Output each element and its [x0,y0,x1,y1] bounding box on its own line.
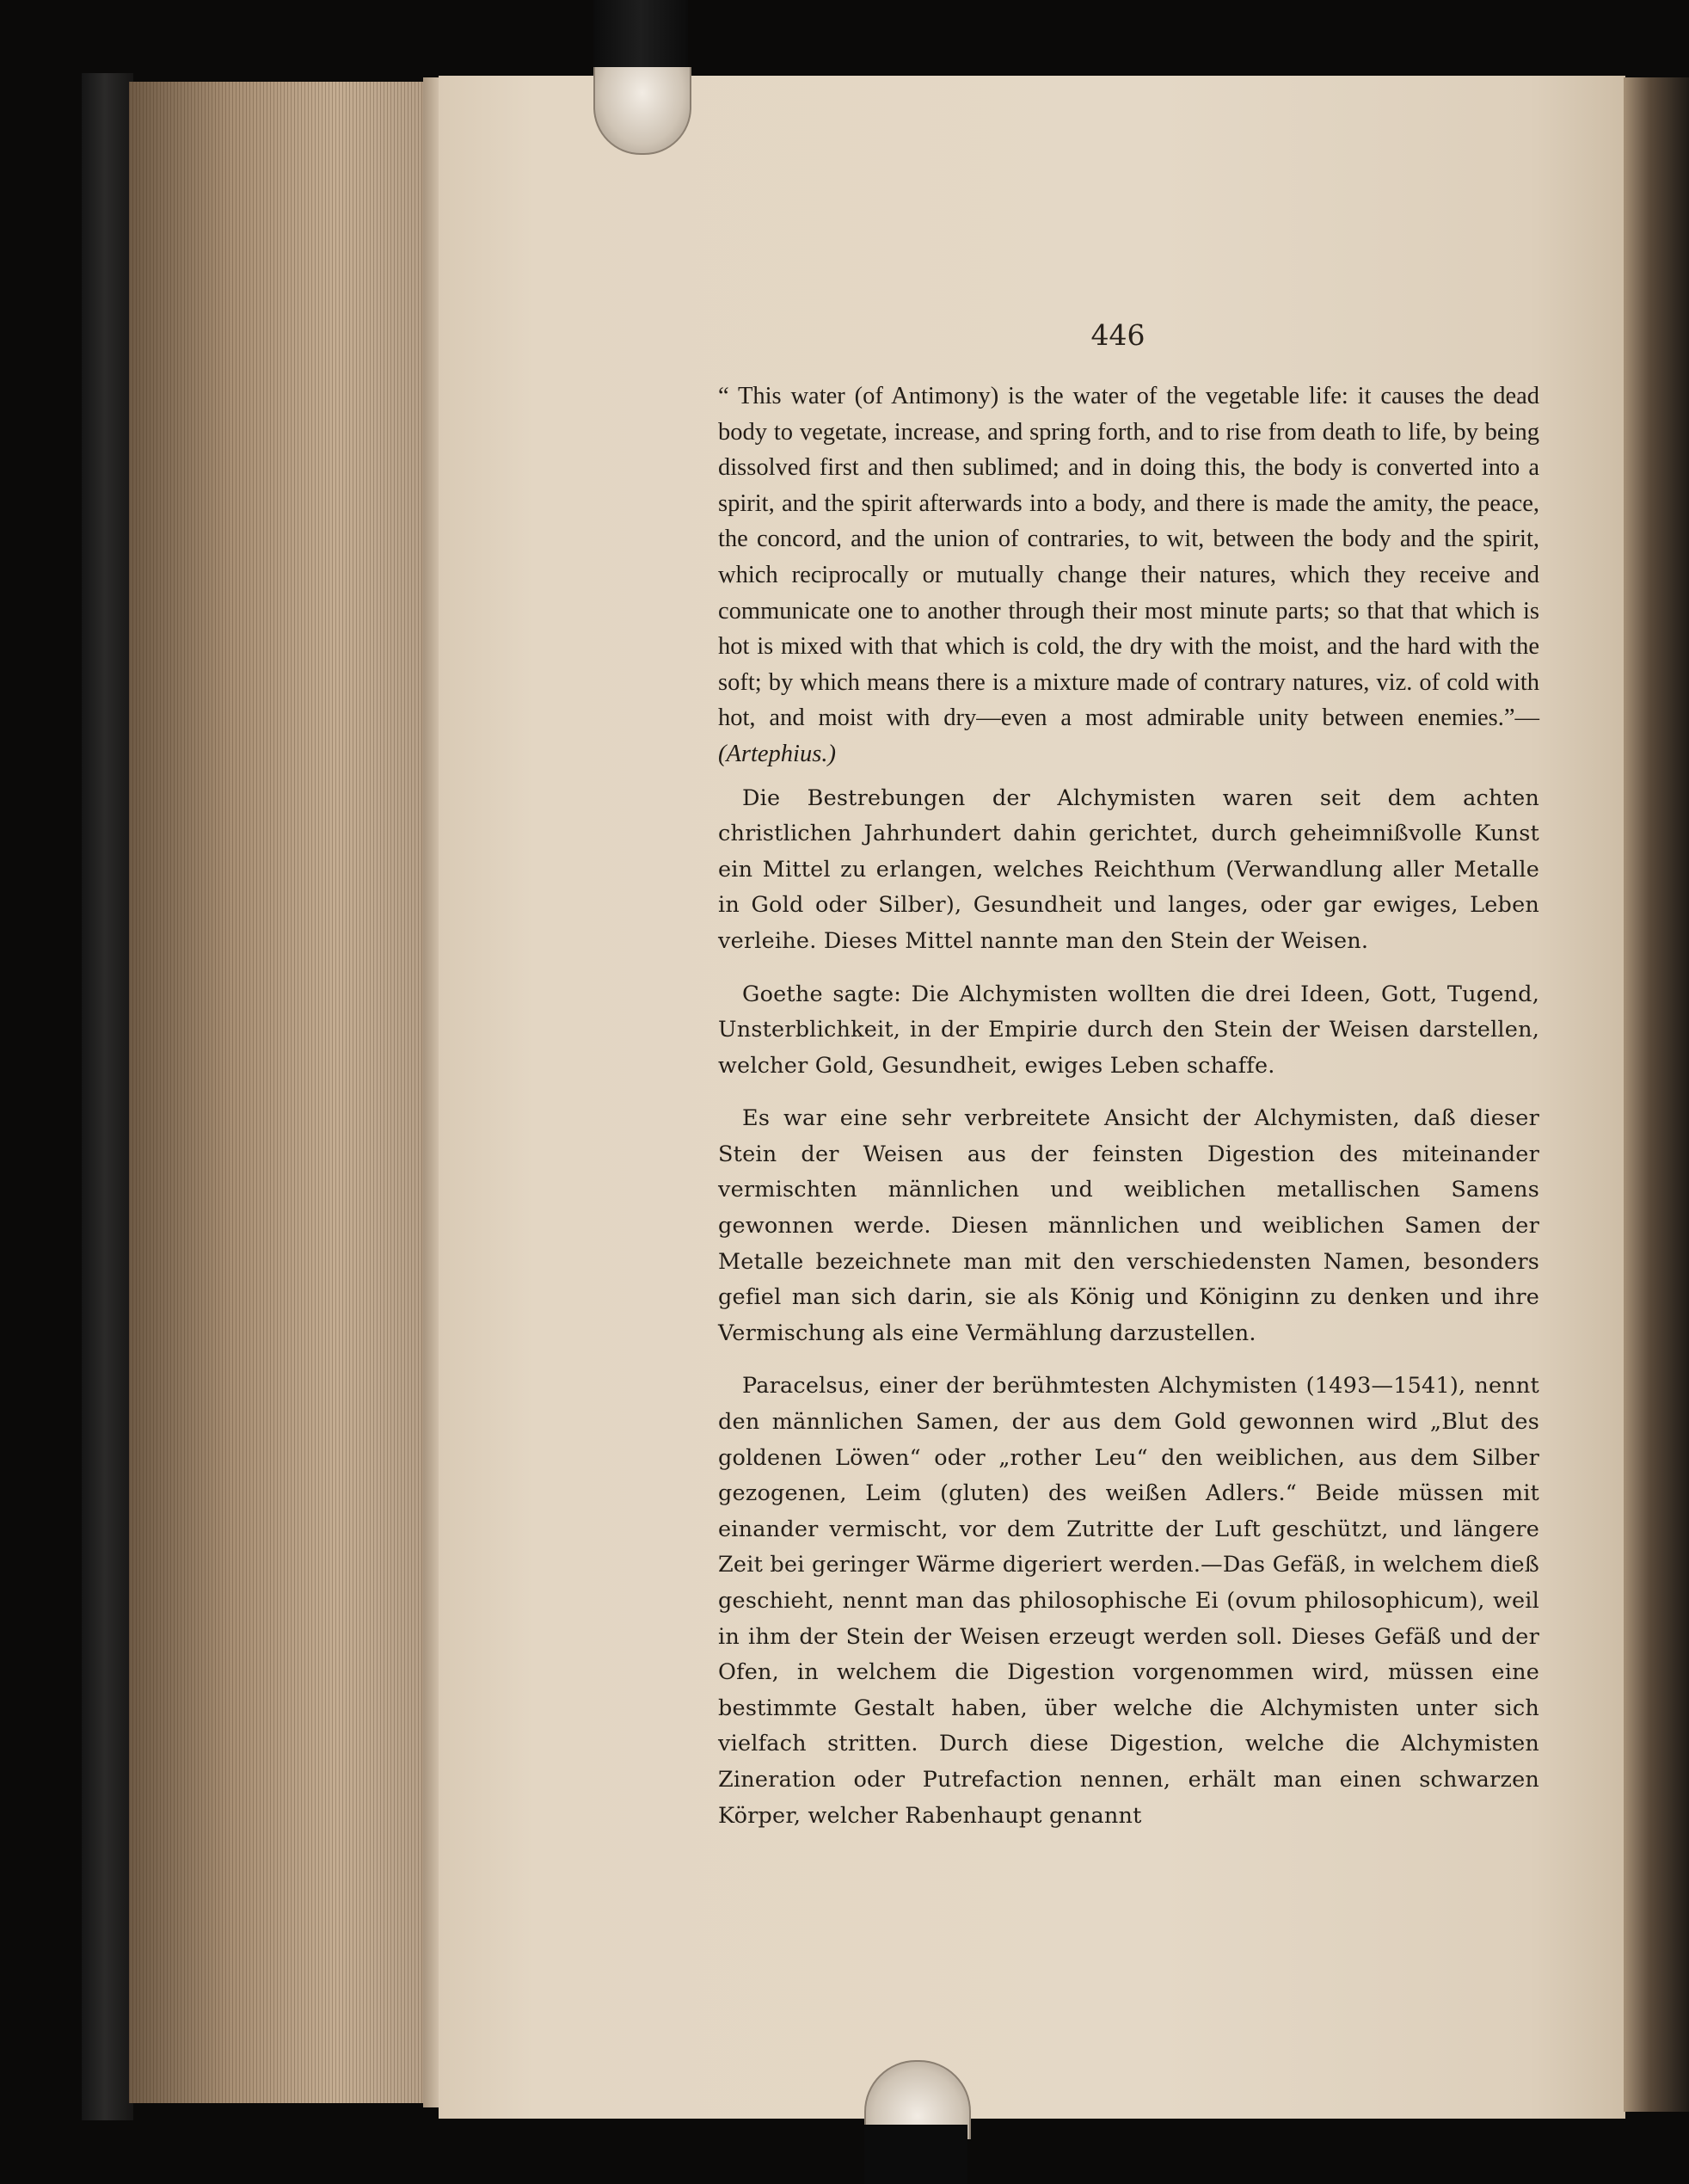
paragraph-2 [718,977,1539,1085]
holder-bar-top [593,0,688,77]
page-stack-edges [129,82,427,2103]
paragraph-1 [718,781,1539,960]
english-quote [718,378,1539,772]
holder-bar-bottom [864,2125,967,2184]
paragraph-4-text: Paracelsus, einer der berühmtesten Alchymisten (1493—1541), nennt den männlichen Samen, der aus dem Gold gewonnen wird „Blut des goldenen Löwen“ oder „rother Leu“ den weiblichen, aus dem Silber gezogenen, Leim (gluten) des weißen Adlers.“ Beide müssen mit einander vermischt, vor dem Zutritte der Luft geschützt, und längere Zeit bei geringer Wärme digeriert werden.—Das Gefäß, in welchem dieß geschieht, nennt man das philosophische Ei (ovum philosophicum), weil in ihm der Stein der Weisen erzeugt werden soll. Dieses Gefäß und der Ofen, in welchem die Digestion vorgenommen wird, müssen eine bestimmte Gestalt haben, über welche die Alchymisten unter sich vielfach stritten. Durch diese Digestion, welche die Alchymisten Zineration oder Putrefaction nennen, erhält man einen schwarzen Körper, welcher Rabenhaupt genannt [718,1373,1539,1829]
paragraph-2-text: Goethe sagte: Die Alchymisten wollten die drei Ideen, Gott, Tugend, Unsterblichkeit, in der Empirie durch den Stein der Weisen darstellen, welcher Gold, Gesundheit, ewiges Leben schaffe. [718,981,1539,1079]
paragraph-4 [718,1369,1539,1834]
paragraph-1-text: Die Bestrebungen der Alchymisten waren seit dem achten christlichen Jahrhundert dahin gerichtet, durch geheimnißvolle Kunst ein Mittel zu erlangen, welches Reichthum (Verwandlung aller Metalle in Gold oder Silber), Gesundheit und langes, oder gar ewiges, Leben verleihe. Dieses Mittel nannte man den Stein der Weisen. [718,784,1539,954]
page-number: 446 [1090,318,1145,352]
paragraph-3-text: Es war eine sehr verbreitete Ansicht der Alchymisten, daß dieser Stein der Weisen aus der feinsten Digestion des miteinander vermischten männlichen und weiblichen metallischen Samens gewonnen werde. Diesen männlichen und weiblichen Samen der Metalle bezeichnete man mit den verschiedensten Namen, besonders gefiel man sich darin, sie als König und Königinn zu denken und ihre Vermischung als eine Vermählung darzustellen. [718,1105,1539,1346]
paragraph-3 [718,1101,1539,1351]
quote-text: “ This water (of Antimony) is the water of the vegetable life: it causes the dead body to vegetate, increase, and spring forth, and to rise from death to life, by being dissolved first and then sublimed; and in doing this, the body is converted into a spirit, and the spirit afterwards into a body, and there is made the amity, the peace, the concord, and the union of contraries, to wit, between the body and the spirit, which reciprocally or mutually change their natures, which they receive and communicate one to another through their most minute parts; so that that which is hot is mixed with that which is cold, the dry with the moist, and the hard with the soft; by which means there is a mixture made of contrary natures, viz. of cold with hot, and moist with dry—even a most admirable unity between enemies.”— [718,383,1539,732]
page-text [718,378,1539,1834]
facing-page-edge [1624,77,1689,2112]
quote-attribution: (Artephius.) [718,740,836,767]
page-clip-top [593,67,691,155]
book-cover-edge [82,73,133,2120]
